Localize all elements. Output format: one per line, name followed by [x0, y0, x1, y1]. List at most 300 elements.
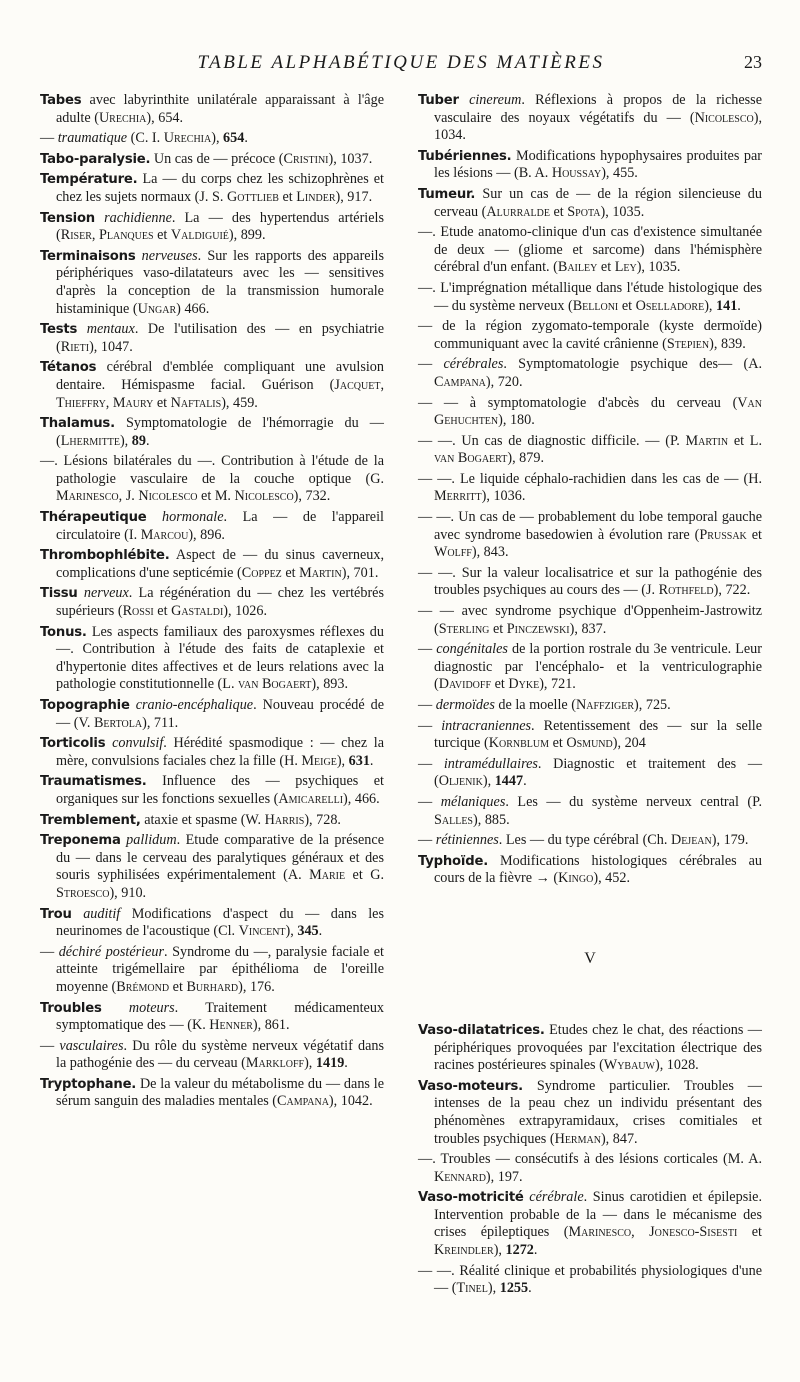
entry-text: — — à symptomatologie d'abcès du cerveau ( — [418, 394, 738, 411]
index-entry — [40, 906, 384, 941]
author-name: Alurralde — [486, 203, 550, 220]
entry-text: . Nouveau procédé de — (V. — [56, 697, 384, 731]
entry-text: ), 452. — [593, 870, 630, 887]
author-name: Linder — [296, 188, 336, 205]
entry-head-word: Topographie — [40, 698, 130, 713]
entry-text: et — [491, 676, 509, 693]
entry-text: — — [40, 943, 59, 960]
author-name: Nicolesco — [138, 488, 198, 505]
right-column-v-entries — [418, 1022, 762, 1298]
entry-text: . — [533, 1242, 538, 1259]
index-entry — [40, 812, 384, 830]
entry-text: Un cas de — précoce ( — [150, 150, 284, 167]
author-name: Martin — [299, 564, 342, 581]
index-entry — [40, 547, 384, 582]
entry-text: ), 861. — [252, 1017, 290, 1034]
author-name: Stroesco — [56, 884, 110, 901]
author-name: Nicolesco — [694, 109, 754, 126]
entry-text: ), 720. — [485, 373, 523, 390]
index-entry — [418, 1078, 762, 1148]
page-number: 23 — [744, 52, 762, 72]
entry-text: , — [380, 376, 384, 393]
author-name: Lhermitte — [60, 432, 120, 449]
entry-head-word: Torticolis — [40, 736, 106, 752]
entry-text: De la valeur du métabolisme du — dans le sérum sanguin des maladies mentales ( — [56, 1075, 384, 1110]
author-name: Bertola — [93, 714, 143, 731]
page-reference: 654 — [223, 130, 245, 147]
entry-text: —. L'imprégnation métallique dans l'étude histologique des — du système nerveux ( — [418, 279, 762, 314]
entry-text: — —. Un cas de — probablement du lobe temporal gauche avec syndrome basedowien à évolution rare ( — [418, 509, 762, 543]
entry-text: ), 843. — [471, 544, 509, 561]
entry-text: . Réflexions à propos de la richesse vasculaire des noyaux végétatifs du — ( — [434, 92, 762, 126]
index-entry — [40, 624, 384, 694]
author-name: Henner — [209, 1017, 253, 1034]
entry-text: cranio-encéphalique — [135, 697, 254, 713]
entry-text: ), 459. — [221, 394, 258, 411]
entry-text: ), 1035. — [636, 259, 681, 276]
entry-head-word: Tremblement, — [40, 812, 141, 828]
index-entry — [418, 853, 762, 888]
entry-head-word: Vaso-moteurs. — [418, 1078, 523, 1094]
entry-text: ), — [482, 773, 495, 790]
index-subentry — [418, 318, 762, 353]
entry-head-word: Thérapeutique — [40, 510, 147, 526]
author-name: Pinczewski — [506, 620, 570, 637]
author-name: Brémond — [116, 978, 170, 995]
author-name: Vincent — [238, 923, 286, 940]
author-name: Gottlieb — [227, 188, 279, 205]
index-subentry — [418, 224, 762, 277]
section-letter-v: V — [584, 949, 596, 967]
entry-text: vasculaires — [59, 1037, 124, 1054]
entry-text: ), — [487, 1280, 500, 1297]
author-name: Cristini — [283, 150, 329, 167]
index-subentry — [40, 944, 384, 997]
index-subentry — [418, 280, 762, 315]
entry-text: ), 1036. — [481, 488, 526, 505]
index-subentry — [418, 697, 762, 715]
entry-text: — — [40, 1037, 60, 1054]
entry-text: ) 466. — [176, 300, 210, 317]
entry-text: —. Troubles — consécutifs à des lésions corticales (M. A. — [418, 1151, 762, 1168]
entry-head-word: Terminaisons — [40, 248, 136, 264]
index-subentry — [418, 756, 762, 791]
entry-text: . La régénération du — chez les vertébrés supérieurs ( — [56, 585, 384, 620]
entry-text: Sur un cas de — de la région silencieuse du cerveau ( — [434, 185, 762, 220]
author-name: Amicarelli — [278, 790, 344, 807]
entry-text: . — [145, 432, 150, 449]
entry-text: et L. — [728, 432, 762, 449]
entry-text: nerveux — [83, 585, 129, 602]
author-name: Davidoff — [438, 676, 492, 693]
page-reference: 1272 — [505, 1242, 534, 1259]
entry-text — [147, 509, 163, 525]
page-reference: 1255 — [499, 1280, 529, 1297]
entry-text — [102, 1000, 129, 1016]
author-name: Prussak — [699, 526, 747, 543]
entry-text: de la moelle ( — [494, 697, 576, 713]
index-subentry — [418, 832, 762, 850]
entry-text: . Du rôle du système nerveux végétatif dans la pathogénie des — du cerveau ( — [56, 1037, 385, 1072]
entry-text: ), 1028. — [654, 1057, 699, 1074]
entry-text: et — [281, 564, 300, 581]
entry-head-word: Tabo-paralysie. — [40, 151, 151, 167]
entry-text: ), 1047. — [89, 338, 133, 355]
entry-text: — —. Le liquide céphalo-rachidien dans les cas de — (H. — [418, 470, 762, 487]
entry-text: ), 701. — [341, 564, 379, 581]
entry-text: Influence des — psychiques et organiques sur les fonctions sexuelles ( — [56, 773, 384, 807]
entry-text: ), — [336, 752, 349, 769]
entry-text: . — [528, 1280, 532, 1297]
entry-text: ), 879. — [507, 450, 544, 467]
author-name: Rossi — [122, 603, 154, 620]
author-name: van Bogaert — [434, 450, 508, 467]
entry-text: . Etude comparative de la présence du — dans le cerveau des paralytiques généraux et des souris syphilisées expérimentalement (A. — [56, 832, 384, 884]
entry-text: ), 885. — [473, 811, 510, 828]
entry-text: ), 204 — [612, 735, 646, 752]
author-name: Jonesco-Sisesti — [649, 1224, 738, 1241]
index-entry — [40, 359, 384, 412]
entry-text: cérébrale — [529, 1189, 584, 1206]
index-subentry — [418, 433, 762, 468]
author-name: Ungar — [137, 300, 177, 317]
author-name: Kornblum — [488, 735, 550, 752]
author-name: Dejean — [670, 832, 712, 849]
index-entry — [40, 735, 384, 770]
entry-text: ), 180. — [498, 412, 535, 429]
running-title: TABLE ALPHABÉTIQUE DES MATIÈRES — [197, 52, 605, 73]
page-reference: 345 — [297, 923, 319, 940]
author-name: Nicolesco — [234, 488, 294, 505]
entry-text: ), — [119, 432, 132, 449]
page-reference: 89 — [131, 432, 146, 449]
entry-text: avec labyrinthite unilatérale apparaissant à l'âge adulte ( — [56, 92, 384, 126]
index-entry — [40, 697, 384, 732]
entry-text: . — [523, 773, 527, 790]
entry-text: ), 732. — [293, 488, 331, 505]
entry-text: Modifications histologiques cérébrales au cours de la fièvre → ( — [434, 852, 762, 887]
author-name: Urechia — [98, 109, 147, 126]
index-entry — [418, 148, 762, 183]
left-column — [40, 92, 384, 1301]
index-subentry — [418, 641, 762, 694]
entry-text: Syndrome particulier. Troubles — intenses de la peau chez un individu présentant des phénomènes extrapyramidaux, crises comitiales et troubles psychiques ( — [434, 1077, 762, 1147]
entry-head-word: Treponema — [40, 833, 121, 849]
entry-head-word: Tryptophane. — [40, 1076, 137, 1092]
entry-text: , — [631, 1224, 650, 1241]
entry-text: et — [153, 603, 172, 620]
author-name: Campana — [434, 373, 486, 390]
page-reference: 1419 — [315, 1055, 345, 1072]
entry-text: , — [105, 394, 113, 411]
entry-head-word: Thalamus. — [40, 416, 115, 432]
page-reference: 1447 — [494, 773, 524, 790]
entry-text: , — [91, 227, 99, 244]
index-entry — [40, 151, 384, 169]
index-subentry — [418, 395, 762, 430]
index-entry — [40, 773, 384, 808]
entry-head-word: Tension — [40, 210, 95, 226]
entry-head-word: Tubériennes. — [418, 148, 512, 164]
entry-head-word: Troubles — [40, 1000, 102, 1016]
entry-text: ), 197. — [485, 1168, 523, 1185]
entry-text: — — [418, 641, 437, 658]
index-subentry — [418, 1151, 762, 1186]
index-entry — [40, 248, 384, 318]
entry-text: ), 711. — [142, 714, 179, 731]
entry-text: . De l'utilisation des — en psychiatrie ( — [56, 321, 385, 355]
entry-text: déchiré postérieur — [58, 943, 165, 960]
entry-head-word: Trou — [40, 906, 72, 922]
entry-text: et M. — [197, 488, 235, 505]
right-column — [418, 92, 762, 1301]
author-name: Marinesco — [56, 488, 119, 505]
entry-head-word: Traumatismes. — [40, 774, 147, 790]
entry-text: et — [153, 394, 171, 411]
index-subentry — [418, 509, 762, 562]
right-column-t-entries — [418, 92, 762, 888]
entry-text: La — du corps chez les schizophrènes et chez les sujets normaux (J. S. — [56, 171, 384, 205]
entry-text: . — [369, 752, 374, 769]
entry-text: mentaux — [86, 321, 135, 338]
entry-text: . Syndrome du —, paralysie faciale et atteinte trigémellaire par épithélioma de l'oreille moyenne ( — [56, 943, 384, 995]
entry-text: ), — [304, 1055, 316, 1072]
running-head — [40, 52, 762, 80]
index-entry — [40, 415, 384, 450]
index-entry — [40, 832, 384, 902]
entry-text: et G. — [345, 867, 384, 884]
entry-text: Symptomatologie de l'hémorragie du — ( — [56, 415, 384, 449]
author-name: Planques — [98, 227, 154, 244]
entry-text: congénitales — [436, 641, 508, 658]
entry-text: ), 455. — [601, 165, 638, 182]
entry-head-word: Typhoïde. — [418, 853, 489, 869]
entry-text — [72, 906, 83, 922]
author-name: Valdiguié — [170, 227, 229, 244]
entry-text: . — [318, 923, 323, 940]
entry-head-word: Tissu — [40, 586, 78, 602]
entry-text: de la portion rostrale du 3e ventricule. Leur diagnostic par l'encéphalo- et la ventriculographie ( — [434, 641, 763, 693]
entry-text: . La — des hypertendus artériels ( — [56, 209, 384, 244]
index-subentry — [40, 453, 384, 506]
entry-text: . Sur les rapports des appareils périphériques vaso-dilatateurs avec les — sensitives d'après la conception de la transmission humorale histaminique ( — [56, 247, 384, 317]
index-subentry — [418, 1263, 762, 1298]
author-name: Tinel — [456, 1280, 488, 1297]
author-name: Kingo — [558, 870, 594, 887]
entry-text — [95, 210, 104, 226]
entry-text: et — [746, 526, 762, 543]
entry-text: ), 917. — [335, 188, 373, 205]
author-name: van Bogaert — [238, 676, 312, 693]
author-name: Markloff — [245, 1055, 305, 1072]
index-entry — [40, 585, 384, 620]
entry-text: ), 1035. — [600, 203, 645, 220]
author-name: Naffziger — [576, 697, 635, 713]
entry-text: ataxie et spasme (W. — [140, 811, 265, 828]
author-name: Harris — [264, 811, 305, 828]
author-name: Marinesco — [568, 1224, 632, 1241]
author-name: Campana — [277, 1093, 329, 1110]
entry-text: — — [418, 832, 436, 849]
author-name: Stepien — [666, 335, 710, 352]
index-entry — [418, 1022, 762, 1075]
author-name: Spota — [567, 203, 601, 220]
entry-text: et — [549, 735, 567, 752]
entry-text: — —. Un cas de diagnostic difficile. — (P. — [418, 432, 686, 449]
entry-text: ), 896. — [188, 526, 225, 543]
entry-text: dermoïdes — [435, 697, 495, 713]
author-name: Gastaldi — [171, 603, 224, 620]
entry-head-word: Tumeur. — [418, 186, 476, 202]
author-name: Maury — [112, 394, 154, 411]
author-name: Dyke — [508, 676, 540, 693]
page-reference: 141 — [716, 297, 738, 314]
author-name: Wolff — [434, 544, 472, 561]
author-name: Osmund — [566, 735, 613, 752]
entry-text: . Les — du système nerveux central (P. — [505, 793, 762, 810]
entry-head-word: Tests — [40, 322, 78, 338]
entry-text: — — [418, 755, 444, 772]
entry-text: Modifications d'aspect du — dans les neurinomes de l'acoustique (Cl. — [56, 905, 384, 940]
entry-text: hormonale — [162, 509, 224, 526]
entry-text: ), 847. — [600, 1130, 638, 1147]
entry-text: —. Lésions bilatérales du —. Contribution à l'étude de la pathologie vasculaire de la couche optique (G. — [40, 453, 384, 487]
entry-text: pallidum — [126, 832, 177, 849]
entry-text: —. Etude anatomo-clinique d'un cas d'existence simultanée de deux — (gliome et sarcome) dans l'hémisphère cérébral d'un enfant. ( — [418, 224, 762, 276]
entry-text: — — [418, 717, 442, 734]
entry-head-word: Température. — [40, 172, 138, 188]
entry-text: . Sinus carotidien et épilepsie. Intervention probable de la — dans le mécanisme des crises épileptiques ( — [434, 1189, 763, 1241]
entry-text: ), 899. — [228, 227, 266, 244]
entry-text: convulsif — [112, 735, 164, 752]
entry-text: rétiniennes — [435, 832, 499, 849]
author-name: Oljenik — [438, 773, 483, 790]
entry-text: — — avec syndrome psychique d'Oppenheim-Jastrowitz ( — [418, 603, 762, 637]
entry-text: et — [618, 297, 636, 314]
index-entry — [418, 1189, 762, 1259]
index-entry — [40, 509, 384, 544]
entry-text: nerveuses — [141, 247, 198, 264]
entry-text — [77, 321, 87, 337]
entry-text: . Symptomatologie psychique des— (A. — [503, 356, 763, 373]
author-name: Van Gehuchten — [434, 394, 762, 429]
author-name: Marcou — [140, 526, 189, 543]
author-name: Jacquet — [334, 376, 381, 393]
entry-text: . Traitement médicamenteux symptomatique des — (K. — [56, 999, 385, 1034]
index-subentry — [418, 794, 762, 829]
entry-text: ), 1037. — [328, 150, 373, 167]
index-entry — [40, 1076, 384, 1111]
author-name: Meige — [301, 752, 337, 769]
entry-text: ), 910. — [109, 884, 147, 901]
entry-text: ), 722. — [713, 582, 751, 599]
page-reference: 631 — [348, 752, 370, 769]
author-name: Riser — [60, 227, 92, 244]
entry-text: cérébrales — [443, 356, 504, 373]
entry-text: — —. Sur la valeur localisatrice et sur la pathogénie des troubles psychiques au cours des — (J. — [418, 564, 762, 599]
author-name: Wybauw — [603, 1057, 655, 1074]
index-columns — [40, 92, 762, 1301]
entry-text: ), — [704, 297, 717, 314]
index-entry — [40, 321, 384, 356]
entry-text: — — [40, 130, 58, 147]
entry-head-word: Tonus. — [40, 624, 87, 640]
entry-text: . — [344, 1055, 348, 1072]
index-subentry — [418, 718, 762, 753]
index-entry — [40, 171, 384, 206]
entry-text: ), 654. — [146, 109, 184, 126]
entry-text: cinereum — [469, 92, 522, 108]
entry-text: ), 721. — [539, 676, 576, 693]
entry-text: et — [597, 259, 615, 276]
author-name: Burhard — [186, 978, 239, 995]
author-name: Thieffry — [56, 394, 106, 411]
entry-text: ), 893. — [311, 676, 349, 693]
entry-text: ), — [285, 923, 298, 940]
entry-text: ), 176. — [238, 978, 275, 995]
author-name: Merritt — [434, 488, 482, 505]
entry-text: intramédullaires — [443, 755, 538, 772]
author-name: Rieti — [60, 338, 90, 355]
entry-text: Etudes chez le chat, des réactions — périphériques provoquées par l'excitation électrique des racines postérieures spinales ( — [434, 1021, 762, 1074]
entry-text: et — [737, 1224, 762, 1241]
entry-text: et — [153, 227, 171, 244]
entry-text — [459, 92, 469, 108]
index-entry — [40, 92, 384, 127]
index-entry — [40, 210, 384, 245]
entry-text: cérébral d'emblée compliquant une avulsion dentaire. Hémispasme facial. Guérison ( — [56, 359, 384, 393]
author-name: Salles — [434, 811, 473, 828]
entry-text: — de la région zygomato-temporale (kyste dermoïde) communiquant avec la cavité crânienne ( — [418, 318, 762, 352]
entry-head-word: Tétanos — [40, 360, 97, 376]
entry-text: ), 837. — [569, 620, 607, 637]
index-subentry — [40, 1038, 384, 1073]
entry-text: moteurs — [128, 999, 175, 1016]
entry-text: et — [169, 978, 187, 995]
index-entry — [418, 186, 762, 221]
entry-text: . — [737, 297, 741, 314]
entry-text: intracraniennes — [441, 717, 532, 734]
entry-text: . Diagnostic et traitement des — ( — [434, 755, 763, 790]
entry-text: et — [549, 203, 568, 220]
entry-head-word: Tabes — [40, 93, 82, 108]
entry-text: mélaniques — [440, 793, 506, 810]
author-name: Sterling — [438, 620, 490, 637]
entry-text: auditif — [83, 905, 121, 922]
entry-text: , J. — [118, 488, 139, 505]
author-name: Ley — [614, 259, 637, 276]
entry-text: ), — [211, 130, 224, 147]
entry-text: . Les — du type cérébral (Ch. — [498, 832, 671, 849]
entry-text: . Hérédité spasmodique : — chez la mère, convulsions faciales chez la fille (H. — [56, 735, 385, 769]
entry-text: . La — de l'appareil circulatoire (I. — [56, 509, 384, 543]
entry-text: . — [244, 130, 248, 147]
entry-text: ), 728. — [304, 811, 341, 828]
entry-text: ), 1026. — [223, 603, 268, 620]
entry-text: ), 179. — [711, 832, 749, 849]
entry-text: — — [418, 697, 436, 713]
author-name: Bailey — [557, 259, 598, 276]
entry-text: ), 725. — [634, 697, 671, 713]
index-subentry — [418, 471, 762, 506]
entry-head-word: Tuber — [418, 93, 459, 108]
entry-text: rachidienne — [104, 209, 172, 226]
author-name: Martin — [685, 432, 729, 449]
entry-head-word: Thrombophlébite. — [40, 548, 170, 564]
index-subentry — [40, 130, 384, 148]
author-name: Oselladore — [635, 297, 705, 314]
index-subentry — [418, 603, 762, 638]
